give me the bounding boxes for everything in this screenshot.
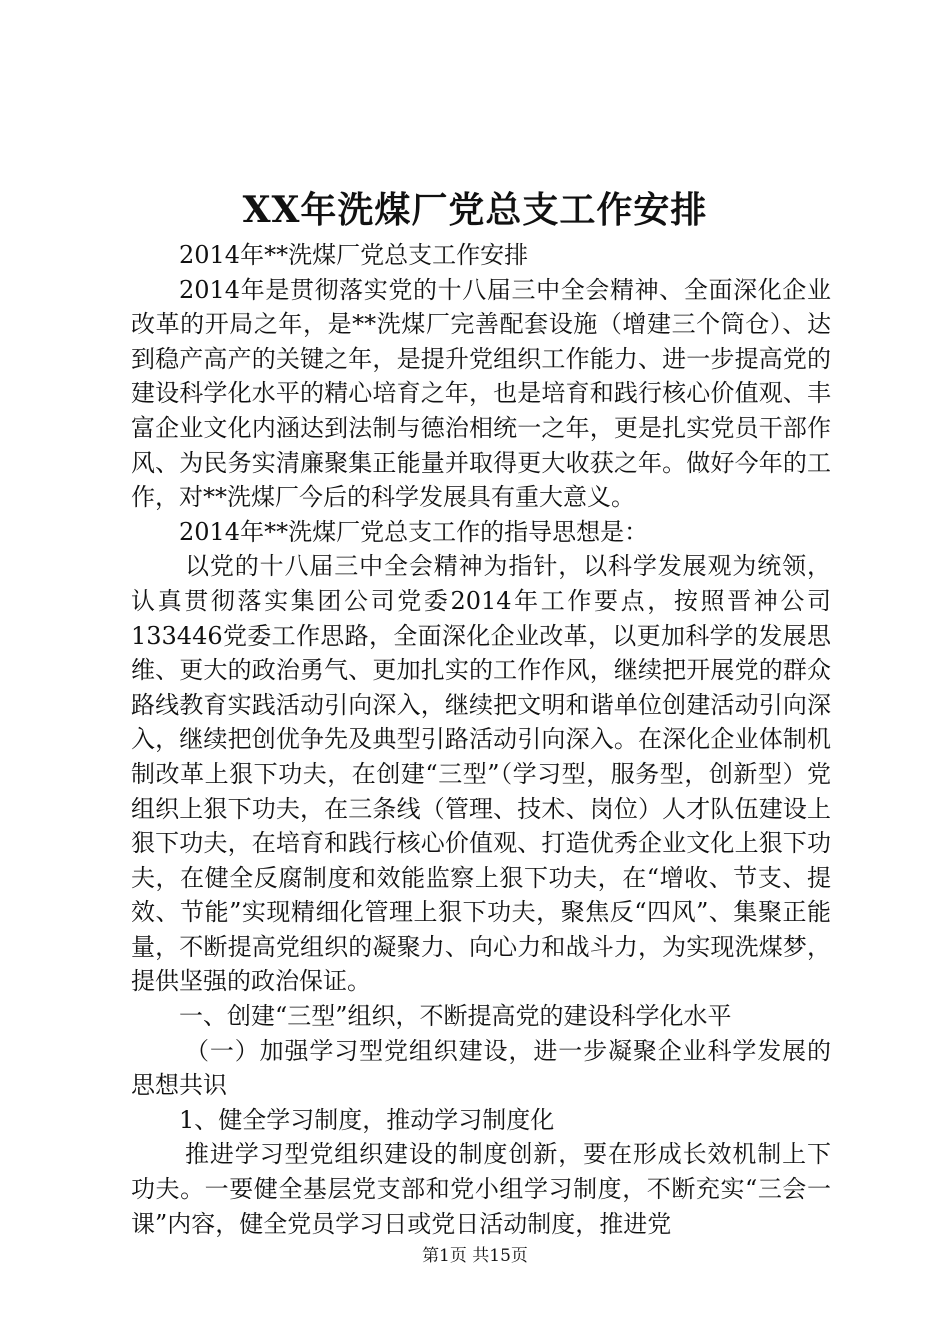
paragraph-subtitle: 2014年**洗煤厂党总支工作安排 — [179, 241, 529, 269]
paragraph-intro: 2014年是贯彻落实党的十八届三中全会精神、全面深化企业改革的开局之年，是**洗煤厂完善配套设施（增建三个筒仓）、达到稳产高产的关键之年，是提升党组织工作能力、进一步提高党的建设科学化水平的精心培育之年，也是培育和践行核心价值观、丰富企业文化内涵达到法制与德治相统一之年，更是扎实党员干部作风、为民务实清廉聚集正能量并取得更大收获之年。做好今年的工作，对**洗煤厂今后的科学发展具有重大意义。 — [131, 275, 831, 512]
document-body — [131, 238, 831, 1241]
subsection-heading-1: （一）加强学习型党组织建设，进一步凝聚企业科学发展的思想共识 — [131, 1036, 831, 1100]
section-heading-1: 一、创建“三型”组织，不断提高党的建设科学化水平 — [179, 1002, 732, 1031]
page-footer: 第1页 共15页 — [422, 1246, 528, 1266]
document-title: XX年洗煤厂党总支工作安排 — [242, 189, 708, 231]
paragraph-guiding-heading: 2014年**洗煤厂党总支工作的指导思想是： — [179, 517, 649, 546]
paragraph-guiding-thought: 以党的十八届三中全会精神为指针，以科学发展观为统领，认真贯彻落实集团公司党委2014年工作要点，按照晋神公司133446党委工作思路，全面深化企业改革，以更加科学的发展思维、更大的政治勇气、更加扎实的工作作风，继续把开展党的群众路线教育实践活动引向深入，继续把文明和谐单位创建活动引向深入，继续把创优争先及典型引路活动引向深入。在深化企业体制机制改革上狠下功夫，在创建“三型”（学习型，服务型，创新型）党组织上狠下功夫，在三条线（管理、技术、岗位）人才队伍建设上狠下功夫，在培育和践行核心价值观、打造优秀企业文化上狠下功夫，在健全反腐制度和效能监察上狠下功夫，在“增收、节支、提效、节能”实现精细化管理上狠下功夫，聚焦反“四风”、集聚正能量，不断提高党组织的凝聚力、向心力和战斗力，为实现洗煤梦，提供坚强的政治保证。 — [131, 552, 831, 996]
paragraph-item-1: 推进学习型党组织建设的制度创新，要在形成长效机制上下功夫。一要健全基层党支部和党小组学习制度，不断充实“三会一课”内容，健全党员学习日或党日活动制度，推进党 — [131, 1140, 831, 1238]
item-heading-1: 1、健全学习制度，推动学习制度化 — [179, 1105, 555, 1134]
